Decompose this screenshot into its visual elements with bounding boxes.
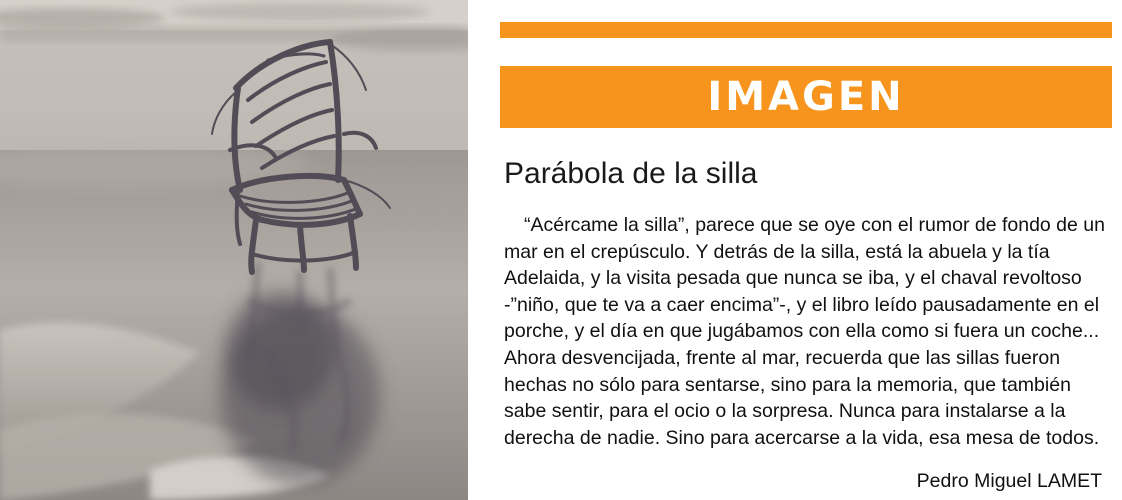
section-banner [500,66,1112,128]
article-author: Pedro Miguel LAMET [916,470,1102,492]
accent-bar-top [500,22,1112,38]
page-title: Parábola de la silla [504,157,758,190]
article-paragraph [504,212,1112,451]
article-body [504,212,1112,451]
article-paragraph-text: “Acércame la silla”, parece que se oye con el rumor de fondo de un mar en el crepúsculo. Y detrás de la silla, está la abuela y la tía Adelaida, y la visita pesada que nunca se iba, y el chaval revoltoso -”niño, que te va a caer encima”-, y el libro leído pausadamente en el porche, y el día en que jugábamos con ella como si fuera un coche... Ahora desvencijada, frente al mar, recuerda que las sillas fueron hechas no sólo para sentarse, sino para la memoria, que también sabe sentir, para el ocio o la sorpresa. Nunca para instalarse a la derecha de nadie. Sino para acercarse a la vida, esa mesa de todos. [504,214,1105,449]
photo-panel [0,0,468,500]
article-column [500,0,1112,500]
section-banner-label: IMAGEN [707,74,905,120]
chair-on-beach-photograph [0,0,468,500]
